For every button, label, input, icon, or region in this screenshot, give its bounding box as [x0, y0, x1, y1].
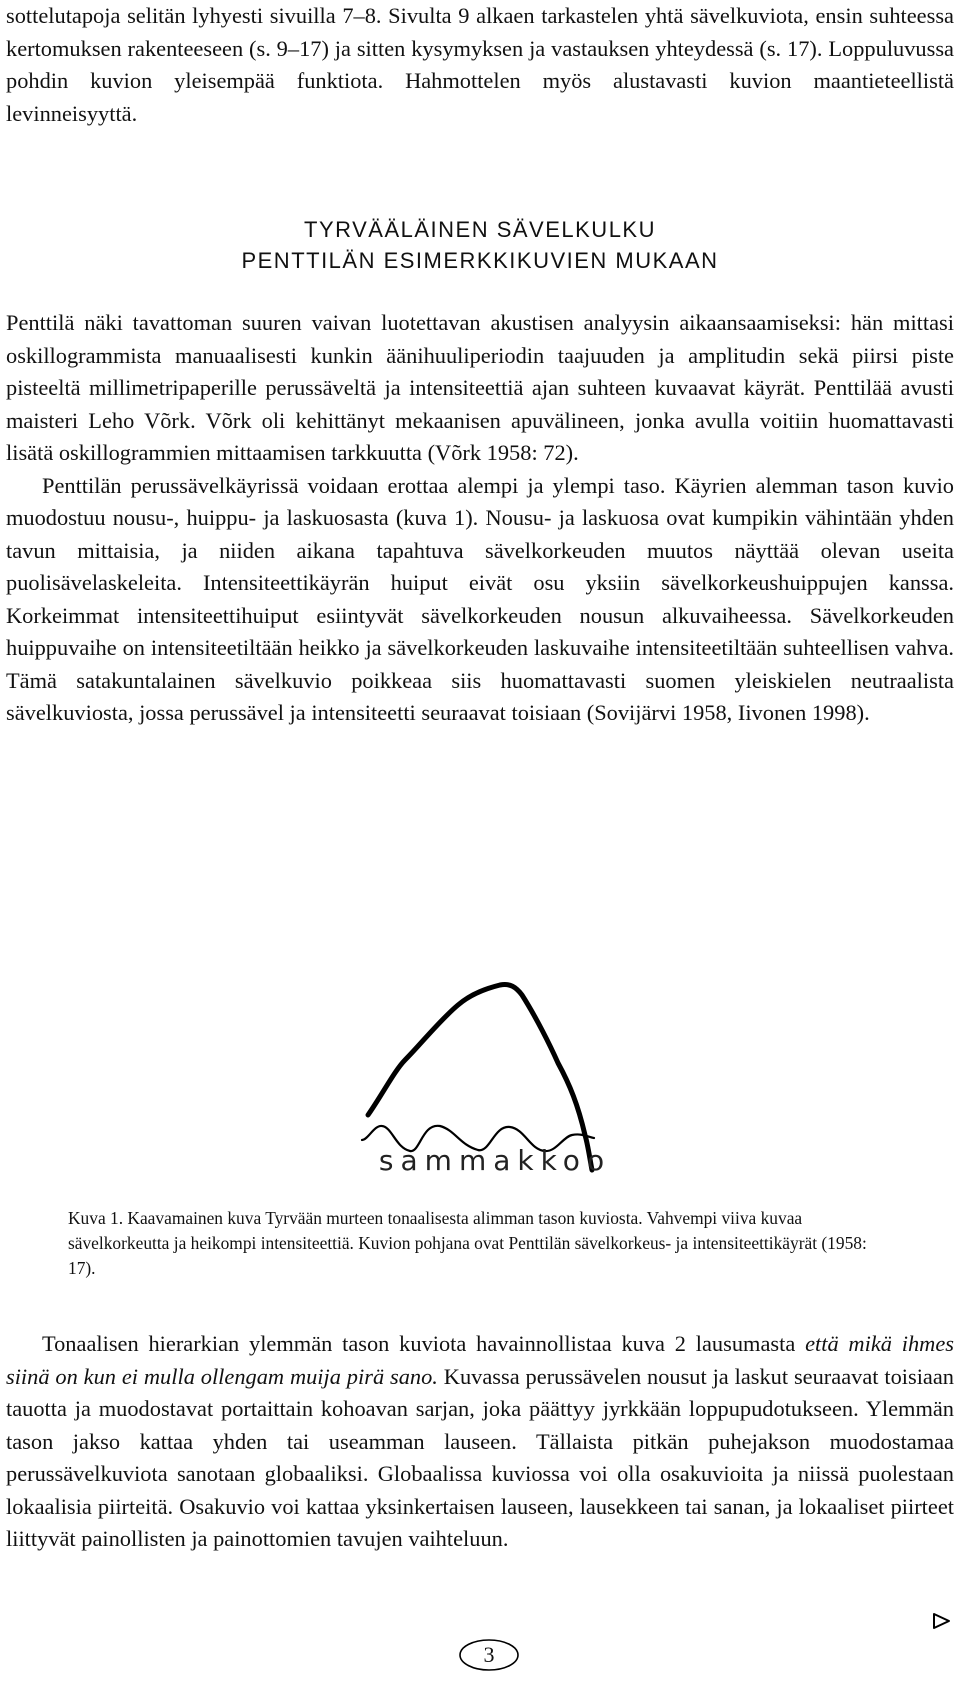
final-paragraph-lead: Tonaalisen hierarkian ylemmän tason kuviota havainnollistaa kuva 2 lausumasta	[42, 1331, 806, 1356]
final-paragraph	[6, 1328, 954, 1556]
figure-word: sammakkoo	[378, 1144, 612, 1177]
section-heading	[0, 214, 960, 276]
page-number-text: 3	[483, 1642, 495, 1667]
page-number	[458, 1637, 520, 1673]
body-paragraph: Penttilä näki tavattoman suuren vaivan luotettavan akustisen analyysin aikaansaamiseksi: hän mittasi oskillogrammista manuaalisesti kunkin äänihuuliperiodin taajuuden ja amplitudin sekä piirsi piste pisteeltä millimetripaperille perussäveltä ja intensiteettiä ajan suhteen kuvaavat käyrät. Penttilää avusti maisteri Leho Võrk. Võrk oli kehittänyt mekaanisen apuvälineen, jonka avulla voitiin huomattavasti lisätä oskillogrammien mittaamisen tarkkuutta (Võrk 1958: 72).	[6, 310, 954, 465]
intro-paragraph	[6, 0, 954, 130]
final-paragraph-example: että mikä ihmes siinä on kun ei mulla ollengam muija pirä sano.	[6, 1331, 954, 1389]
triangle-right-icon	[932, 1612, 952, 1630]
body-paragraph: Penttilän perussävelkäyrissä voidaan erottaa alempi ja ylempi taso. Käyrien alemman tason kuvio muodostuu nousu-, huippu- ja laskuosasta (kuva 1). Nousu- ja laskuosa ovat kumpikin vähintään yhden tavun mittaisia, ja niiden aikana tapahtuva sävelkorkeuden muutos näyttää olevan useita puolisävelaskeleita. Intensiteettikäyrän huiput eivät osu yksiin sävelkorkeushuippujen kanssa. Korkeimmat intensiteettihuiput esiintyvät sävelkorkeuden nousun alkuvaiheessa. Sävelkorkeuden huippuvaihe on intensiteetiltään heikko ja sävelkorkeuden laskuvaihe intensiteetiltään suhteellisen vahva. Tämä satakuntalainen sävelkuvio poikkeaa siis huomattavasti suomen yleiskielen neutraalista sävelkuviosta, jossa perussävel ja intensiteetti seuraavat toisiaan (Sovijärvi 1958, Iivonen 1998).	[6, 472, 954, 725]
section-heading-line1: TYRVÄÄLÄINEN SÄVELKULKU	[304, 217, 656, 242]
section-heading-line2: PENTTILÄN ESIMERKKIKUVIEN MUKAAN	[241, 248, 719, 273]
intro-text: sottelutapoja selitän lyhyesti sivuilla 7–8. Sivulta 9 alkaen tarkastelen yhtä sävelkuviota, ensin suhteessa kertomuksen rakenteeseen (s. 9–17) ja sitten kysymyksen ja vastauksen yhteydessä (s. 17). Loppuluvussa pohdin kuvion yleisempää funktiota. Hahmottelen myös alustavasti kuvion maantieteellistä levinneisyyttä.	[6, 3, 954, 126]
figure-pitch-contour	[360, 945, 630, 1180]
final-paragraph-rest: Kuvassa perussävelen nousut ja laskut seuraavat toisiaan tauotta ja muodostavat portaittain kohoavan sarjan, joka päättyy jyrkkään loppupudotukseen. Ylemmän tason jakso kattaa yhden tai useamman lauseen. Tällaista pitkän puhejakson muodostamaa perussävelkuviota sanotaan globaaliksi. Globaalissa kuviossa voi olla osakuvioita ja niissä puolestaan lokaalisia piirteitä. Osakuvio voi kattaa yksinkertaisen lauseen, lausekkeen tai sanan, ja lokaaliset piirteet liittyvät painollisten ja painottomien tavujen vaihteluun.	[6, 1363, 954, 1551]
figure-caption: Kuva 1. Kaavamainen kuva Tyrvään murteen tonaalisesta alimman tason kuviosta. Vahvempi viiva kuvaa sävelkorkeutta ja heikompi intensiteettiä. Kuvion pohjana ovat Penttilän sävelkorkeus- ja intensiteettikäyrät (1958: 17).	[68, 1208, 867, 1278]
body-section	[6, 307, 954, 730]
next-page-icon[interactable]	[932, 1612, 952, 1630]
